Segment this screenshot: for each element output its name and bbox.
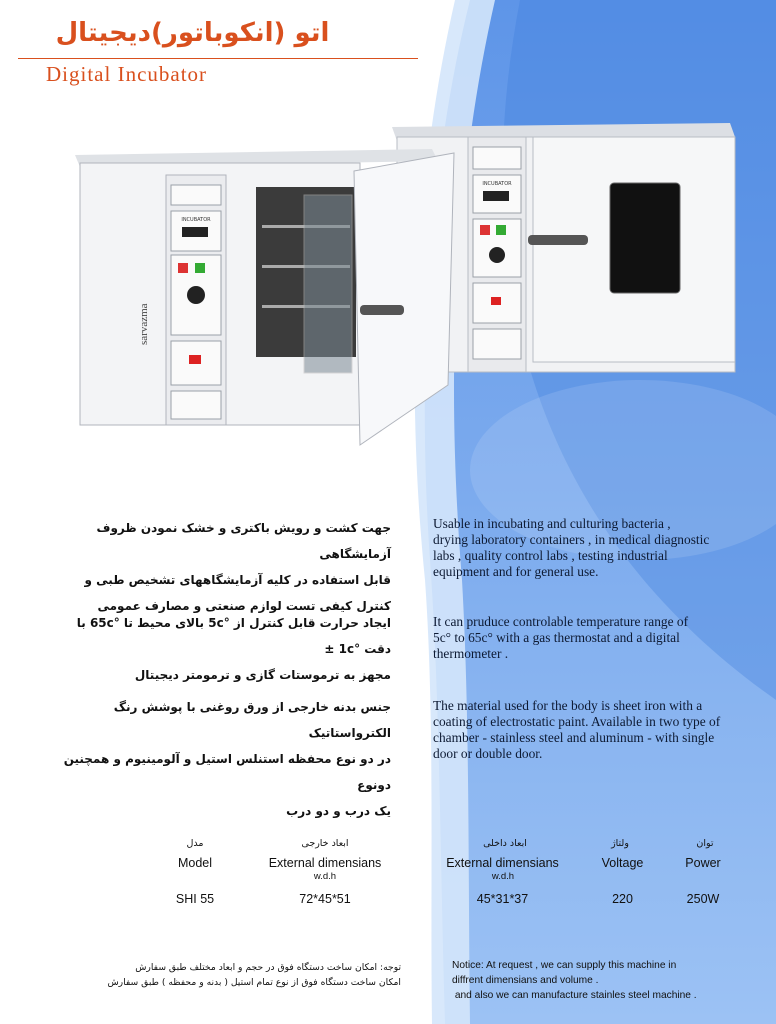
desc-fa-3-line: جنس بدنه خارجی از ورق روغنی با پوشش رنگ الکترواستاتیک [113,700,391,740]
desc-en-3-line: chamber - stainless steel and aluminum - with single [433,730,715,745]
notice-en [452,958,772,1003]
desc-fa-1-line: کنترل کیفی تست لوازم صنعتی و مصارف عمومی [97,599,391,613]
watermark: sarvazma [138,303,150,345]
notice-fa-line: امکان ساخت دستگاه فوق از نوع تمام استیل ( بدنه و محفظه ) طبق سفارش [107,977,401,988]
desc-en-1-line: Usable in incubating and culturing bacteria , [433,516,671,531]
desc-fa-3-line: یک درب و دو درب [286,804,391,818]
spec-header-fa-model: مدل [186,838,204,849]
desc-en-3-line: The material used for the body is sheet iron with a [433,698,703,713]
title-english: Digital Incubator [46,62,208,86]
spec-value-model: SHI 55 [175,892,215,906]
desc-fa-1-line: قابل استفاده در کلیه آزمایشگاههای تشخیص طبی و [84,573,391,587]
desc-fa-2-line: مجهز به ترموستات گازی و ترمومتر دیجیتال [134,668,391,682]
title-divider [18,58,418,59]
spec-header-fa-power: توان [696,838,714,849]
desc-en-1-line: labs , quality control labs , testing industrial [433,548,668,563]
title-persian: اتو (انکوباتور)دیجیتال [55,18,330,48]
desc-en-3-line: door or double door. [433,746,543,761]
spec-value-voltage: 220 [612,892,633,906]
panel-title-open: INCUBATOR [181,217,211,223]
spec-header-fa-voltage: ولتاژ [611,838,629,849]
description-en-3 [433,698,763,762]
notice-en-line: diffrent dimensians and volume . [452,975,599,986]
desc-en-2-line: thermometer . [433,646,509,661]
description-en-2 [433,614,763,662]
spec-value-internal: 45*31*37 [476,892,529,906]
desc-fa-2-line: ایجاد حرارت قابل کنترل از °5c بالای محیط تا °65c با دقت °1c ± [76,616,391,656]
spec-value-power: 250W [686,892,720,906]
incubator-illustration [70,115,740,455]
spec-sub-external: w.d.h [313,871,337,882]
desc-fa-3-line: در دو نوع محفظه استنلس استیل و آلومینیوم و همچنین دونوع [63,752,391,792]
spec-header-fa-external: ابعاد خارجی [301,838,349,849]
spec-header-voltage: Voltage [601,856,644,870]
description-fa-1 [61,515,391,619]
desc-en-2-line: It can pruduce controlable temperature range of [433,614,689,629]
panel-title-closed: INCUBATOR [482,181,512,187]
desc-en-2-line: 5c° to 65c° with a gas thermostat and a digital [433,630,680,645]
description-fa-3 [61,694,391,824]
notice-fa-line: توجه: امکان ساخت دستگاه فوق در حجم و ابعاد مختلف طبق سفارش [135,962,401,973]
notice-en-line: Notice: At request , we can supply this machine in [452,960,677,971]
spec-sub-internal: w.d.h [491,871,515,882]
incubator-open [75,149,454,445]
notice-en-line: and also we can manufacture stainles steel machine . [452,990,697,1001]
spec-value-external: 72*45*51 [299,892,351,906]
desc-en-1-line: drying laboratory containers , in medical diagnostic [433,532,710,547]
notice-fa [61,960,401,990]
spec-header-external: External dimensians [268,856,382,870]
spec-header-power: Power [685,856,721,870]
spec-header-fa-internal: ابعاد داخلی [483,838,527,849]
spec-header-internal: External dimensians [446,856,559,870]
desc-fa-1-line: جهت کشت و رویش باکتری و خشک نمودن ظروف آزمایشگاهی [96,521,391,561]
description-en-1 [433,516,763,580]
description-fa-2 [61,610,391,688]
spec-header-model: Model [177,856,213,870]
desc-en-1-line: equipment and for general use. [433,564,599,579]
desc-en-3-line: coating of electrostatic paint. Available in two type of [433,714,721,729]
